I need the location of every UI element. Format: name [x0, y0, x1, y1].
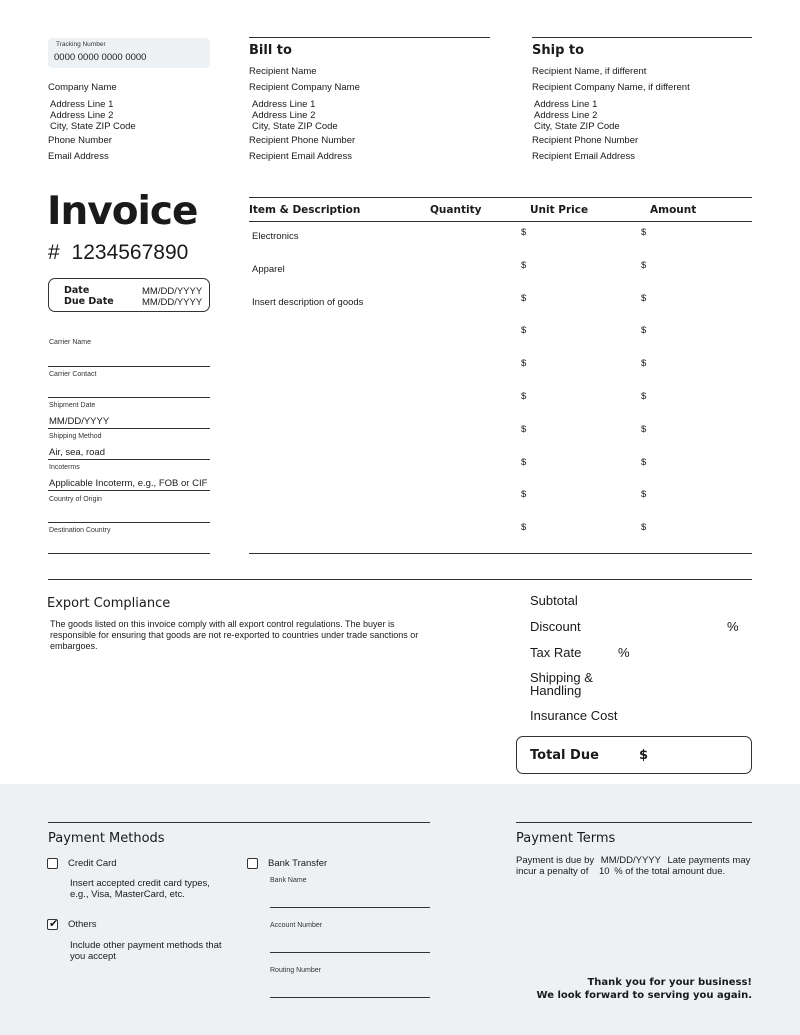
- bill-to-address-line-1: Address Line 1: [252, 99, 316, 110]
- sender-company[interactable]: Company Name: [48, 82, 117, 93]
- discount-percent[interactable]: %: [727, 619, 739, 634]
- country-origin-line: [48, 522, 210, 523]
- credit-card-note-line-2: e.g., Visa, MasterCard, etc.: [70, 889, 185, 900]
- amount-currency[interactable]: $: [641, 391, 647, 402]
- ship-to-name[interactable]: Recipient Name, if different: [532, 66, 647, 77]
- payment-terms-penalty-value[interactable]: 10: [599, 866, 610, 877]
- total-due-currency[interactable]: $: [639, 748, 649, 763]
- total-due-label: Total Due: [530, 748, 599, 763]
- payment-methods-rule: [48, 822, 430, 823]
- amount-currency[interactable]: $: [641, 292, 647, 304]
- payment-terms-rule: [516, 822, 752, 823]
- col-header-quantity: Quantity: [430, 204, 482, 216]
- amount-currency[interactable]: $: [641, 522, 647, 534]
- shipping-method-value[interactable]: Air, sea, road: [49, 447, 105, 458]
- amount-currency[interactable]: $: [641, 456, 647, 468]
- section-divider: [48, 579, 752, 580]
- sender-address-line-1: Address Line 1: [50, 99, 114, 110]
- table-row: [249, 358, 752, 381]
- destination-country-line: [48, 553, 210, 554]
- credit-card-note-line-1: Insert accepted credit card types,: [70, 878, 210, 889]
- table-row: [249, 391, 752, 414]
- compliance-title: Export Compliance: [47, 596, 171, 611]
- invoice-hash: #: [48, 241, 60, 264]
- amount-currency[interactable]: $: [641, 227, 647, 238]
- carrier-contact-label: Carrier Contact: [49, 371, 97, 378]
- tax-rate-percent[interactable]: %: [618, 645, 630, 660]
- unit-price-currency[interactable]: $: [521, 456, 527, 468]
- ship-to-title: Ship to: [532, 43, 585, 58]
- payment-terms-text: [516, 855, 756, 877]
- incoterms-line: [48, 490, 210, 491]
- others-note-line-1: Include other payment methods that: [70, 940, 222, 951]
- discount-label: Discount: [530, 619, 581, 634]
- unit-price-currency[interactable]: $: [521, 292, 527, 304]
- destination-country-label: Destination Country: [49, 527, 111, 534]
- incoterms-label: Incoterms: [49, 464, 80, 471]
- payment-terms-due-label: Payment is due by: [516, 855, 595, 866]
- tracking-number-label: Tracking Number: [56, 41, 106, 48]
- payment-methods-title: Payment Methods: [48, 831, 165, 846]
- ship-to-address-line-3: City, State ZIP Code: [534, 121, 620, 132]
- credit-card-label: Credit Card: [68, 858, 117, 869]
- col-header-item: Item & Description: [249, 204, 361, 216]
- thank-you-line-1: Thank you for your business!: [587, 977, 752, 988]
- sender-email[interactable]: Email Address: [48, 151, 109, 162]
- amount-currency[interactable]: $: [641, 259, 647, 271]
- bill-to-address[interactable]: [252, 99, 338, 132]
- bill-to-phone[interactable]: Recipient Phone Number: [249, 135, 356, 146]
- bill-to-name[interactable]: Recipient Name: [249, 66, 317, 77]
- unit-price-currency[interactable]: $: [521, 227, 527, 238]
- sender-address-line-3: City, State ZIP Code: [50, 121, 136, 132]
- country-origin-label: Country of Origin: [49, 496, 102, 503]
- shipment-date-line: [48, 428, 210, 429]
- table-row: [249, 456, 752, 480]
- routing-number-line[interactable]: [270, 997, 430, 998]
- amount-currency[interactable]: $: [641, 325, 647, 337]
- table-top-rule: [249, 197, 752, 198]
- table-bottom-rule: [249, 553, 752, 554]
- col-header-unit-price: Unit Price: [530, 204, 589, 216]
- shipping-handling-label: [530, 671, 593, 697]
- table-header-rule: [249, 221, 752, 222]
- item-description-cell[interactable]: Insert description of goods: [252, 296, 364, 308]
- item-description-cell[interactable]: Apparel: [252, 263, 285, 275]
- payment-terms-late-label: Late payments may: [667, 855, 751, 866]
- routing-number-label: Routing Number: [270, 967, 321, 974]
- shipping-method-line: [48, 459, 210, 460]
- bill-to-address-line-2: Address Line 2: [252, 110, 316, 121]
- unit-price-currency[interactable]: $: [521, 522, 527, 534]
- table-row: [249, 292, 752, 316]
- ship-to-rule: [532, 37, 752, 38]
- table-row: [249, 259, 752, 283]
- ship-to-email[interactable]: Recipient Email Address: [532, 151, 635, 162]
- shipment-date-value[interactable]: MM/DD/YYYY: [49, 416, 110, 427]
- amount-currency[interactable]: $: [641, 358, 647, 370]
- thank-you-line-2: We look forward to serving you again.: [536, 990, 752, 1001]
- thank-you-message: [500, 976, 752, 1002]
- invoice-number-line: [48, 241, 188, 265]
- table-row: [249, 227, 752, 250]
- bank-transfer-label: Bank Transfer: [268, 858, 328, 869]
- payment-terms-due-date[interactable]: MM/DD/YYYY: [600, 855, 661, 866]
- others-label: Others: [68, 919, 97, 930]
- shipping-handling-line-1: Shipping &: [530, 670, 593, 685]
- insurance-cost-label: Insurance Cost: [530, 708, 618, 723]
- bill-to-rule: [249, 37, 490, 38]
- others-note: [70, 940, 222, 962]
- credit-card-note: [70, 878, 210, 900]
- bank-transfer-checkbox[interactable]: [247, 858, 258, 869]
- due-date-value[interactable]: MM/DD/YYYY: [142, 297, 203, 308]
- unit-price-currency[interactable]: $: [521, 259, 527, 271]
- date-value[interactable]: MM/DD/YYYY: [142, 286, 203, 297]
- date-label: Date: [64, 285, 90, 296]
- subtotal-label: Subtotal: [530, 593, 578, 608]
- unit-price-currency[interactable]: $: [521, 325, 527, 337]
- account-number-label: Account Number: [270, 922, 323, 929]
- payment-terms-penalty-suffix: % of the total amount due.: [614, 866, 726, 877]
- ship-to-address[interactable]: [534, 99, 620, 132]
- unit-price-currency[interactable]: $: [521, 391, 527, 402]
- amount-currency[interactable]: $: [641, 423, 647, 435]
- bill-to-email[interactable]: Recipient Email Address: [249, 151, 352, 162]
- bank-name-line[interactable]: [270, 907, 430, 908]
- sender-address-line-2: Address Line 2: [50, 110, 114, 121]
- tracking-number-box[interactable]: [48, 38, 210, 68]
- tax-rate-label: Tax Rate: [530, 645, 582, 660]
- compliance-text: The goods listed on this invoice comply with all export control regulations. The buyer is responsible for ensuring that goods are not re-exported to countries under trade sanctions or embargoes.: [50, 619, 419, 651]
- shipping-handling-line-2: Handling: [530, 683, 582, 698]
- date-box: [48, 278, 210, 312]
- table-row: [249, 522, 752, 545]
- unit-price-currency[interactable]: $: [521, 358, 527, 370]
- account-number-line[interactable]: [270, 952, 430, 953]
- table-row: [249, 489, 752, 512]
- table-row: [249, 325, 752, 348]
- table-row: [249, 423, 752, 447]
- ship-to-address-line-2: Address Line 2: [534, 110, 598, 121]
- shipment-date-label: Shipment Date: [49, 402, 96, 409]
- others-note-line-2: you accept: [70, 951, 116, 962]
- total-due-box: [516, 736, 752, 774]
- bill-to-title: Bill to: [249, 43, 292, 58]
- bill-to-address-line-3: City, State ZIP Code: [252, 121, 338, 132]
- carrier-name-label: Carrier Name: [49, 339, 92, 346]
- sender-phone[interactable]: Phone Number: [48, 135, 112, 146]
- item-description-cell[interactable]: Electronics: [252, 231, 299, 242]
- credit-card-checkbox[interactable]: [47, 858, 58, 869]
- carrier-contact-line: [48, 397, 210, 398]
- carrier-name-line: [48, 366, 210, 367]
- col-header-amount: Amount: [650, 204, 697, 216]
- invoice-title: Invoice: [47, 189, 198, 234]
- amount-currency[interactable]: $: [641, 489, 647, 501]
- ship-to-address-line-1: Address Line 1: [534, 99, 598, 110]
- unit-price-currency[interactable]: $: [521, 423, 527, 435]
- unit-price-currency[interactable]: $: [521, 489, 527, 501]
- shipping-method-label: Shipping Method: [49, 433, 102, 440]
- tracking-number-value[interactable]: 0000 0000 0000 0000: [54, 52, 147, 63]
- sender-address[interactable]: [50, 99, 136, 132]
- payment-terms-penalty-label: incur a penalty of: [516, 866, 589, 877]
- incoterms-value[interactable]: Applicable Incoterm, e.g., FOB or CIF: [49, 478, 208, 489]
- bank-name-label: Bank Name: [270, 877, 307, 884]
- others-checkbox[interactable]: [47, 919, 58, 930]
- ship-to-phone[interactable]: Recipient Phone Number: [532, 135, 639, 146]
- invoice-number[interactable]: 1234567890: [71, 241, 189, 264]
- payment-terms-title: Payment Terms: [516, 831, 616, 846]
- bill-to-company[interactable]: Recipient Company Name: [249, 82, 360, 93]
- ship-to-company[interactable]: Recipient Company Name, if different: [532, 82, 690, 93]
- due-date-label: Due Date: [64, 296, 114, 307]
